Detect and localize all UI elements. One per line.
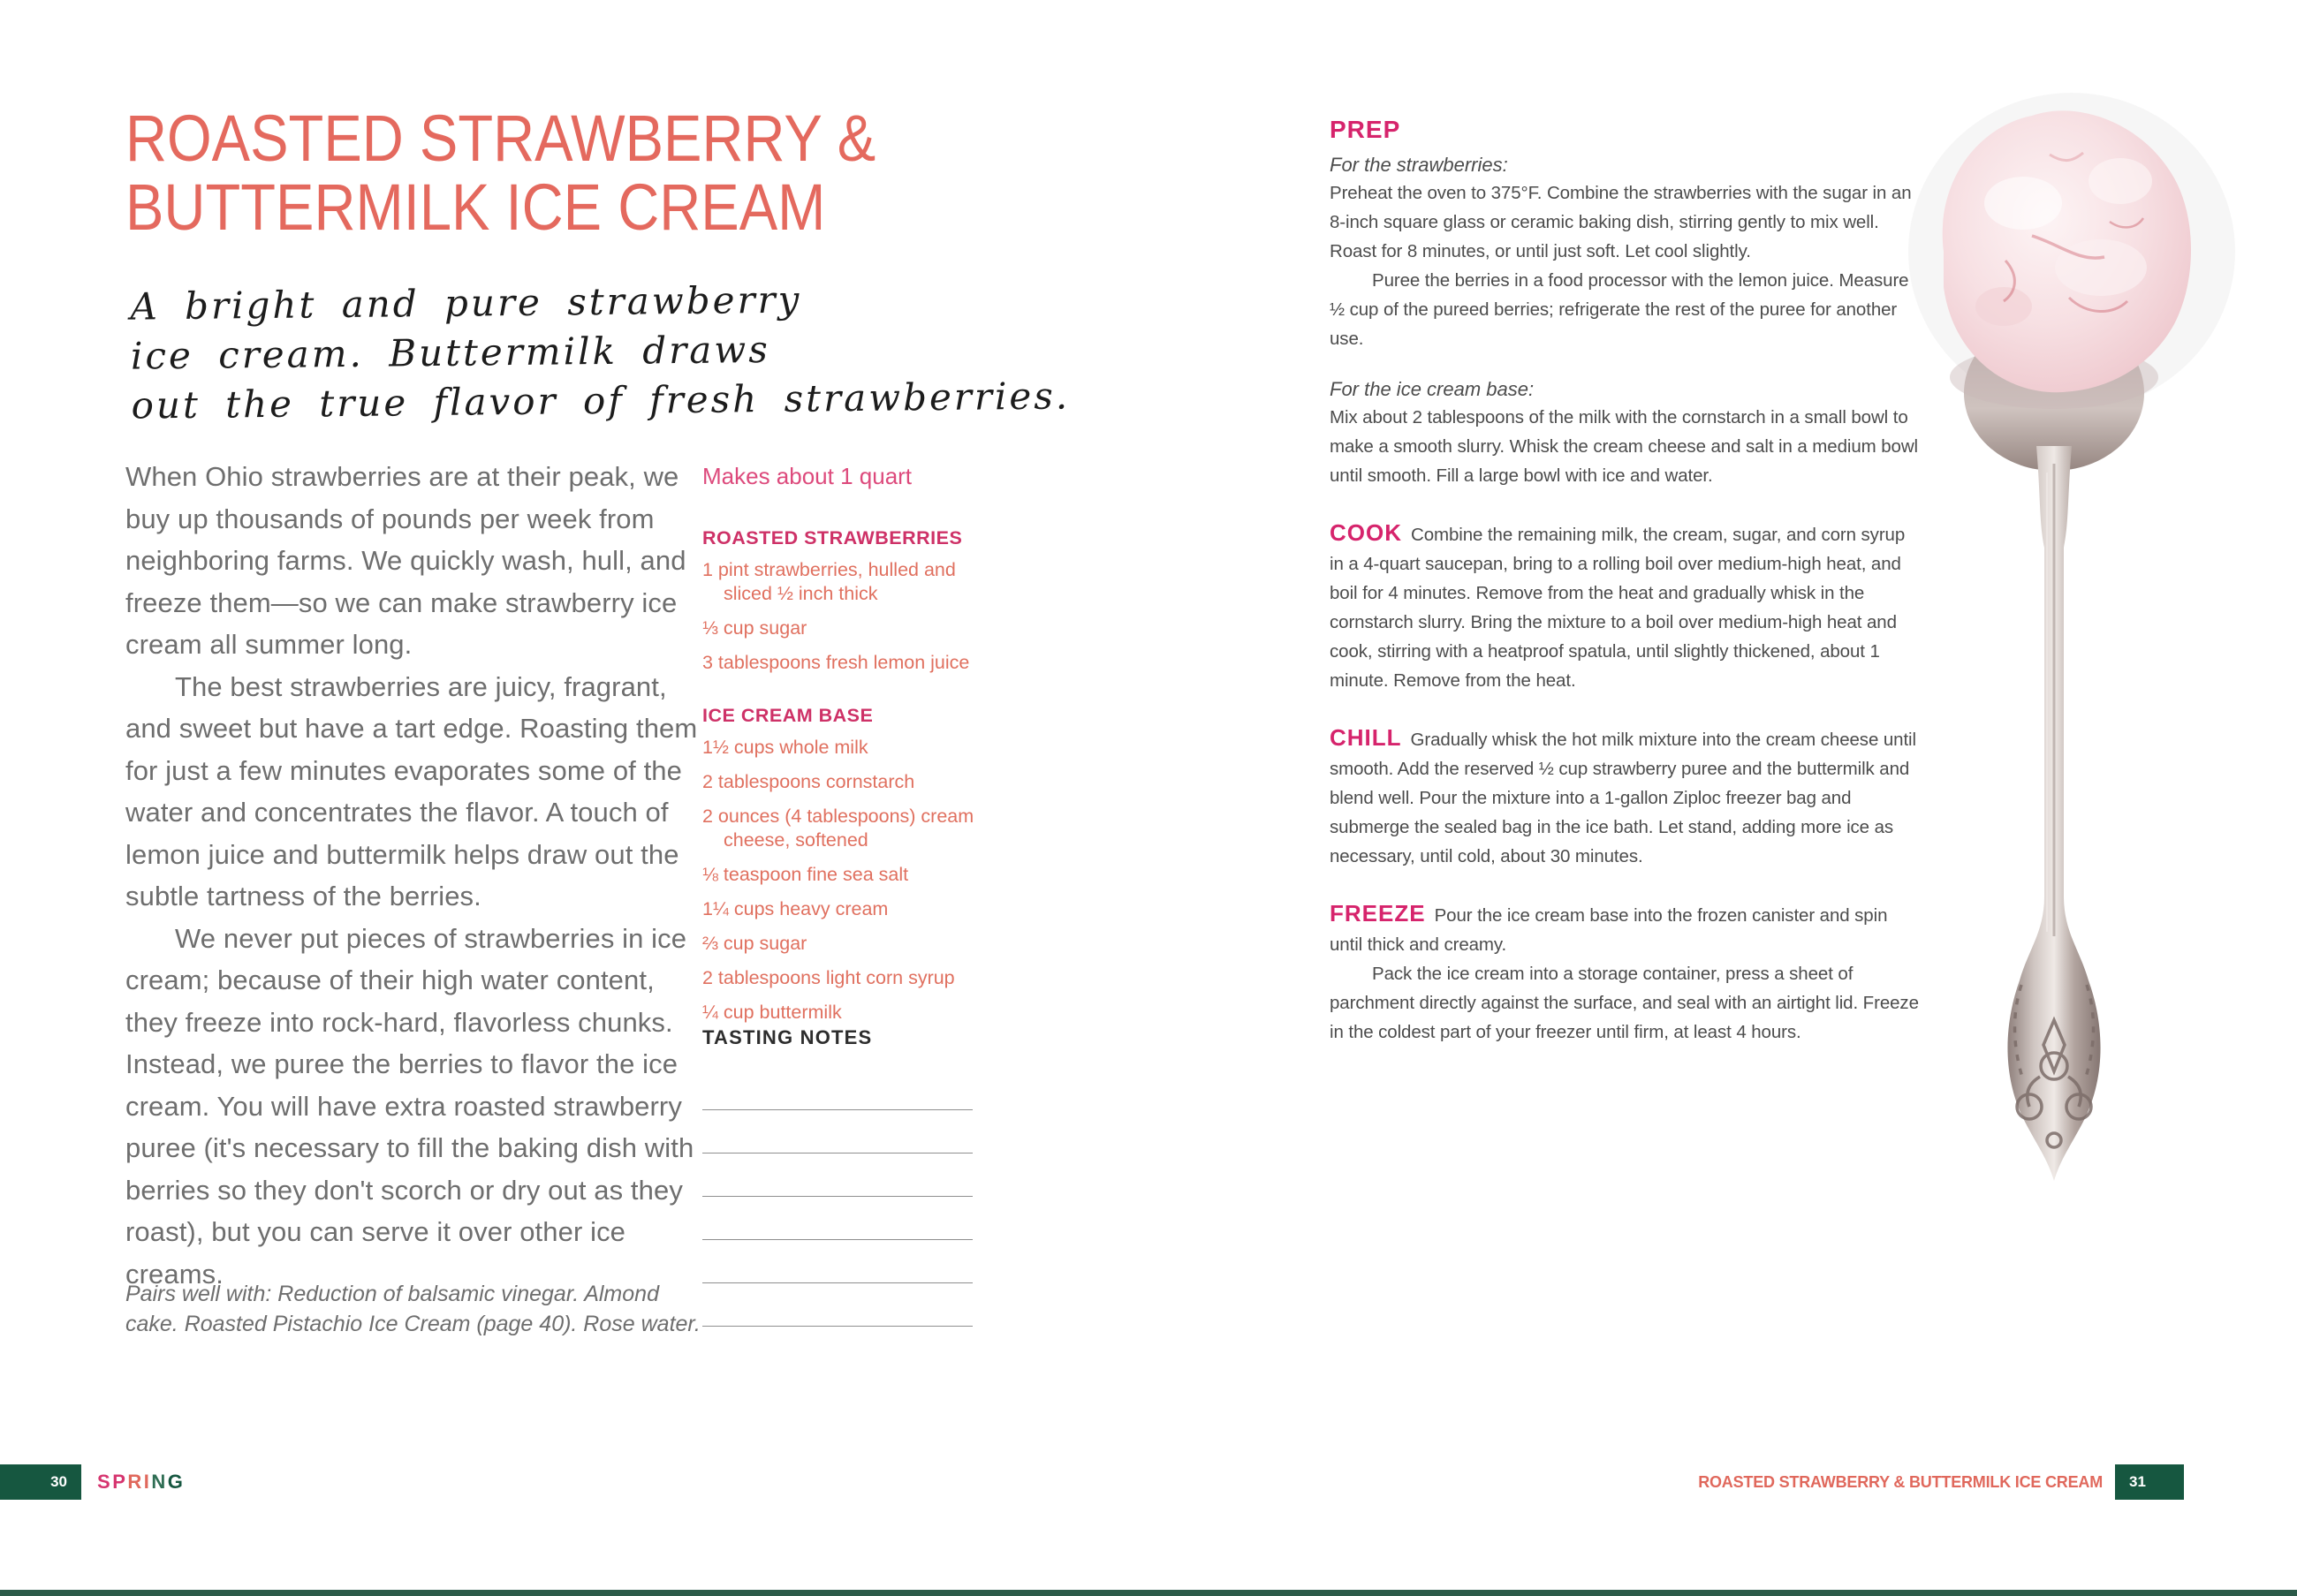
step-prep-label: PREP <box>1330 116 1401 143</box>
intro-paragraph: When Ohio strawberries are at their peak, we buy up thousands of pounds per week from neighboring farms. We quickly wash, hull, and freeze them—so we can make strawberry ice cream all summer long. <box>125 461 686 660</box>
intro-text <box>125 456 698 1295</box>
ingredients-column <box>702 463 1003 1035</box>
ingredient-group-heading: ROASTED STRAWBERRIES <box>702 527 963 548</box>
ingredient-item: ⅓ cup sugar <box>702 617 807 639</box>
chill-step <box>1330 723 1923 871</box>
prep-strawberries-paragraph: Preheat the oven to 375°F. Combine the strawberries with the sugar in an 8-inch square glass or ceramic baking dish, stirring gently to mix well. Roast for 8 minutes, or until just soft. Let cool slightly. <box>1330 183 1912 261</box>
freeze-step <box>1330 899 1923 959</box>
spoon-ice-cream-photo <box>1899 49 2270 1241</box>
ingredient-item: 1 pint strawberries, hulled and sliced ½ inch thick <box>702 559 956 604</box>
cook-step <box>1330 518 1923 695</box>
page-number: 30 <box>50 1473 67 1490</box>
pairs-well-with-note: Pairs well with: Reduction of balsamic vinegar. Almond cake. Roasted Pistachio Ice Cream (page 40). Rose water. <box>125 1282 701 1336</box>
handwritten-line: A bright and pure strawberry <box>130 277 802 329</box>
intro-paragraph: We never put pieces of strawberries in ice cream; because of their high water content, they freeze into rock-hard, flavorless chunks. Instead, we puree the berries to flavor the ice cream. You will have extra roasted strawberry puree (it's necessary to fill the baking dish with berries so they don't scorch or dry out as they roast), but you can serve it over other ice creams. <box>125 922 694 1290</box>
prep-base-paragraph: Mix about 2 tablespoons of the milk with the cornstarch in a small bowl to make a smooth slurry. Whisk the cream cheese and salt in a medium bowl until smooth. Fill a large bowl with ice and water. <box>1330 407 1918 486</box>
season-letter: G <box>167 1471 186 1493</box>
ingredient-item: ⅔ cup sugar <box>702 933 807 954</box>
cook-paragraph: Combine the remaining milk, the cream, sugar, and corn syrup in a 4-quart saucepan, bring to a rolling boil over medium-high heat, and boil for 4 minutes. Remove from the heat and gradually whisk in the cornstarch slurry. Bring the mixture to a boil over medium-high heat and cook, stirring with a heatproof spatula, until slightly thickened, about 1 minute. Remove from the heat. <box>1330 525 1906 691</box>
tasting-notes-section <box>702 1026 973 1327</box>
season-letter: P <box>112 1471 128 1493</box>
season-letter: I <box>143 1471 152 1493</box>
ingredient-group-heading: ICE CREAM BASE <box>702 705 874 726</box>
ingredient-item: 1½ cups whole milk <box>702 737 868 758</box>
season-letter: R <box>127 1471 144 1493</box>
footer-left <box>0 1464 185 1500</box>
freeze-paragraph: Pour the ice cream base into the frozen canister and spin until thick and creamy. <box>1330 905 1888 955</box>
tasting-note-ruled-line <box>702 1240 973 1283</box>
recipe-title-line2: BUTTERMILK ICE CREAM <box>125 170 826 244</box>
step-chill-label: CHILL <box>1330 724 1402 751</box>
chill-paragraph: Gradually whisk the hot milk mixture into the cream cheese until smooth. Add the reserved ½ cup strawberry puree and the buttermilk and blend well. Pour the mixture into a 1-gallon Ziploc freezer bag and submerge the sealed bag in the ice bath. Let stand, adding more ice as necessary, until cold, about 30 minutes. <box>1330 730 1916 866</box>
handwritten-line: out the true flavor of fresh strawberries. <box>131 374 1071 427</box>
ingredient-list-ice-cream-base <box>702 736 1003 1025</box>
prep-strawberries-lead-in: For the strawberries: <box>1330 154 1508 176</box>
ingredient-item: ⅛ teaspoon fine sea salt <box>702 864 909 885</box>
recipe-title-line1: ROASTED STRAWBERRY & <box>125 102 876 175</box>
season-letter: S <box>97 1471 113 1493</box>
recipe-title <box>125 104 876 242</box>
freeze-paragraph: Pack the ice cream into a storage container, press a sheet of parchment directly against the surface, and seal with an airtight lid. Freeze in the coldest part of your freezer until firm, at least 4 hours. <box>1330 964 1919 1042</box>
ingredient-list-roasted-strawberries <box>702 558 1003 675</box>
ingredient-item: 2 tablespoons light corn syrup <box>702 967 955 988</box>
step-cook-label: COOK <box>1330 519 1402 546</box>
page-number-badge-left <box>0 1464 81 1500</box>
footer-right <box>1573 1464 2184 1500</box>
yield-label: Makes about 1 quart <box>702 463 913 489</box>
running-title: ROASTED STRAWBERRY & BUTTERMILK ICE CREAM <box>1698 1472 2103 1491</box>
step-freeze-label: FREEZE <box>1330 900 1426 927</box>
season-label <box>97 1471 185 1494</box>
tasting-notes-heading: TASTING NOTES <box>702 1026 873 1048</box>
page-number-badge-right <box>2115 1464 2184 1500</box>
instructions-column <box>1330 115 1923 1047</box>
tasting-note-ruled-line <box>702 1110 973 1154</box>
prep-strawberries-paragraph: Puree the berries in a food processor with the lemon juice. Measure ½ cup of the pureed berries; refrigerate the rest of the puree for another use. <box>1330 270 1909 349</box>
spoon-ice-cream-illustration <box>1899 49 2270 1241</box>
handwritten-line: ice cream. Buttermilk draws <box>130 327 771 378</box>
ingredient-item: 2 ounces (4 tablespoons) cream cheese, softened <box>702 806 974 851</box>
intro-paragraph: The best strawberries are juicy, fragrant, and sweet but have a tart edge. Roasting them for just a few minutes evaporates some of the water and concentrates the flavor. A touch of lemon juice and buttermilk helps draw out the subtle tartness of the berries. <box>125 670 698 911</box>
ingredient-item: 3 tablespoons fresh lemon juice <box>702 652 970 673</box>
tasting-note-ruled-line <box>702 1049 973 1110</box>
ingredient-item: ¼ cup buttermilk <box>702 1002 842 1023</box>
prep-base-lead-in: For the ice cream base: <box>1330 378 1535 400</box>
tasting-note-ruled-line <box>702 1197 973 1240</box>
page-number: 31 <box>2129 1473 2146 1490</box>
ingredient-item: 2 tablespoons cornstarch <box>702 771 915 792</box>
tasting-note-ruled-line <box>702 1283 973 1327</box>
ingredient-item: 1¼ cups heavy cream <box>702 898 889 919</box>
handwritten-intro <box>130 272 1070 430</box>
page-bottom-edge <box>0 1590 2297 1596</box>
tasting-note-ruled-line <box>702 1154 973 1197</box>
season-letter: N <box>151 1471 168 1493</box>
